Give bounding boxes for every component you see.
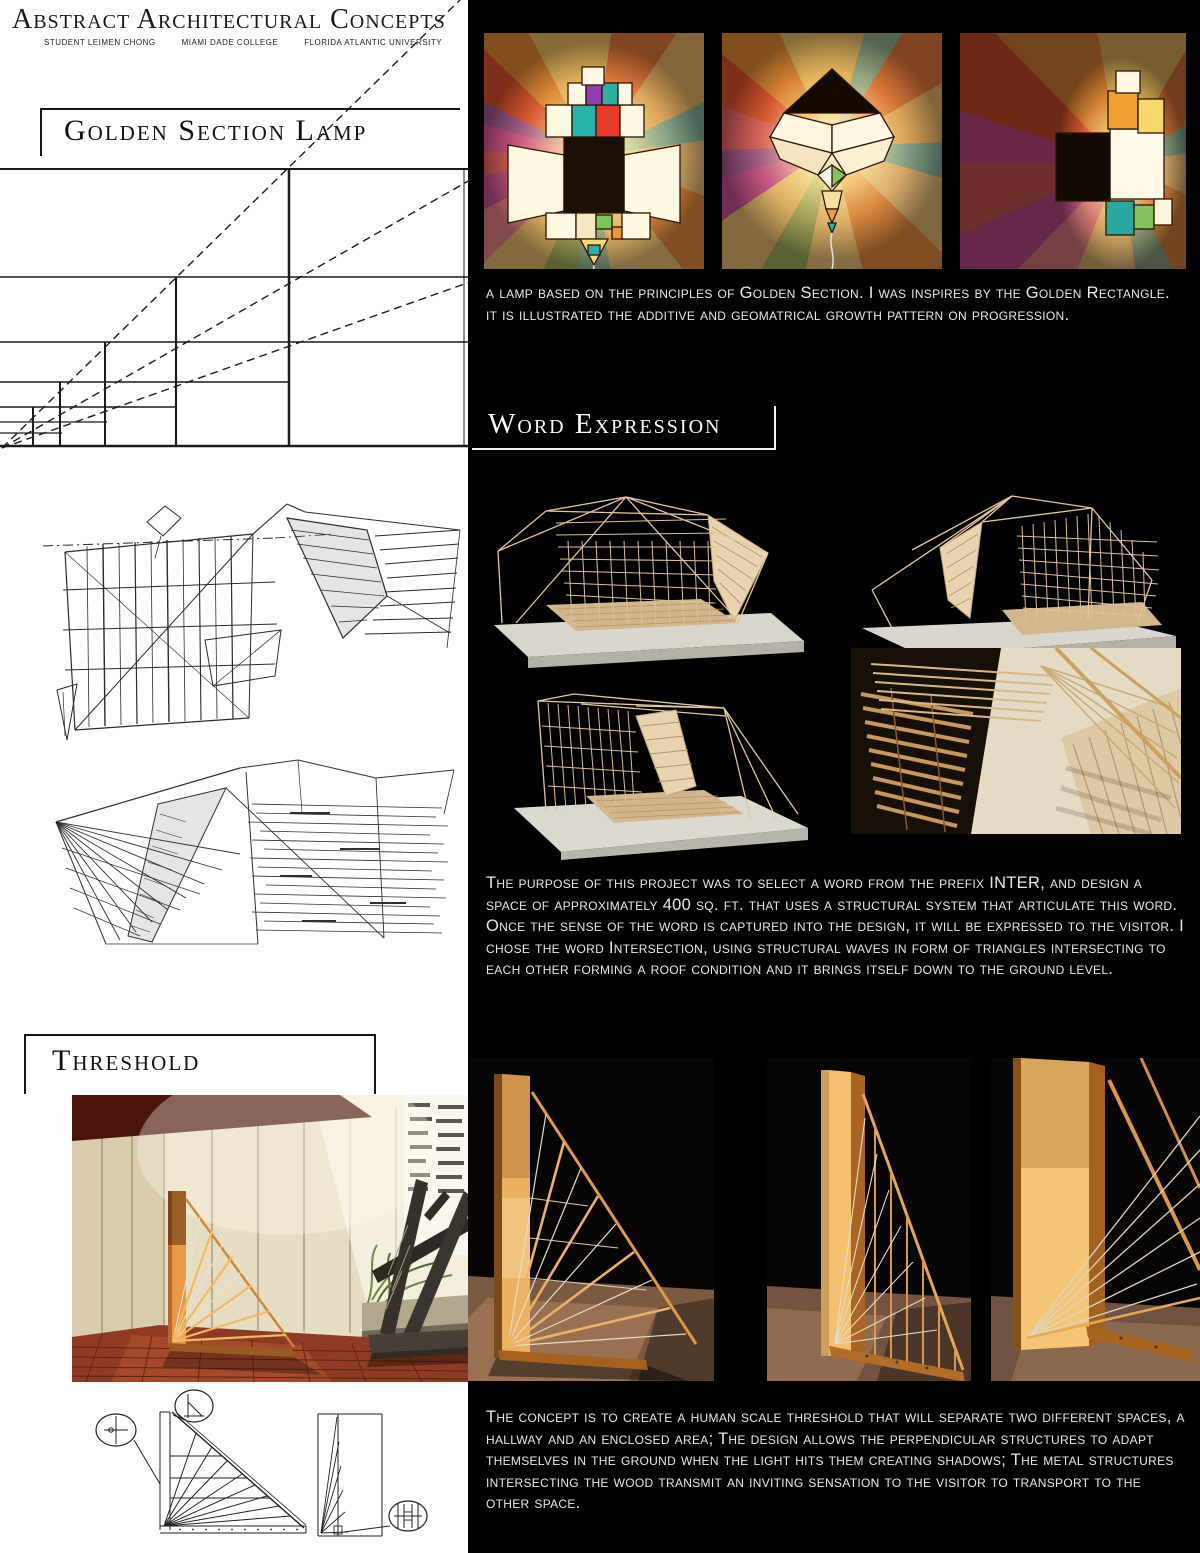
wireframe-sketch-1 (35, 478, 465, 768)
golden-section-diagram (0, 0, 470, 462)
model-photo-top-right (852, 460, 1186, 672)
threshold-photo-1 (468, 1058, 714, 1381)
word-section-title: Word Expression (488, 408, 722, 440)
threshold-section-titlebox (24, 1034, 376, 1094)
lamp-fixture-3 (960, 33, 1186, 269)
lamp-fixture-1 (484, 33, 704, 269)
threshold-elevation-drawings (90, 1386, 462, 1548)
lamp-section-titlebox (40, 108, 460, 156)
word-description: The purpose of this project was to select a word from the prefix INTER, and design a space of approximately 400 sq. ft. that uses a structural system that articulate this word. Once the sense of the word is captured into the design, it will be expressed to the visitor. I chose the word Intersection, using structural waves in form of triangles intersecting to each other forming a roof condition and it brings itself down to the ground level. (486, 874, 1185, 978)
lamp-photo-2 (722, 33, 942, 269)
threshold-photo-2 (767, 1058, 971, 1381)
wireframe-sketch-2 (40, 752, 462, 952)
lamp-photo-3 (960, 33, 1186, 269)
golden-ratio-rays (2, 0, 470, 448)
credits-row (44, 38, 444, 47)
threshold-description: The concept is to create a human scale threshold that will separate two different spaces, a hallway and an enclosed area; The design allows the perpendicular structures to adapt themselves in the ground when the light hits them creating shadows; The metal structures intersecting the wood transmit an inviting sensation to the visitor to transport to the other space. (486, 1408, 1185, 1512)
credit-college: MIAMI DADE COLLEGE (181, 38, 279, 47)
credit-student: STUDENT LEIMEN CHONG (44, 38, 156, 47)
credit-university: FLORIDA ATLANTIC UNIVERSITY (304, 38, 443, 47)
word-section-titlebox (472, 406, 776, 450)
page-title: Abstract Architectural Concepts (12, 4, 446, 35)
threshold-photo-3 (991, 1058, 1200, 1381)
threshold-room-photo (72, 1095, 468, 1382)
model-photo-bottom-right (851, 648, 1181, 834)
model-photo-top-left (476, 453, 814, 671)
lamp-section-title: Golden Section Lamp (64, 114, 368, 147)
lamp-description: a lamp based on the principles of Golden Section. I was inspires by the Golden Rectangle. it is illustrated the additive and geomatrical growth pattern on progression. (486, 284, 1170, 324)
lamp-fixture-2 (722, 33, 942, 269)
model-photo-bottom-left (486, 646, 838, 860)
threshold-section-title: Threshold (52, 1044, 201, 1077)
lamp-photo-1 (484, 33, 704, 269)
